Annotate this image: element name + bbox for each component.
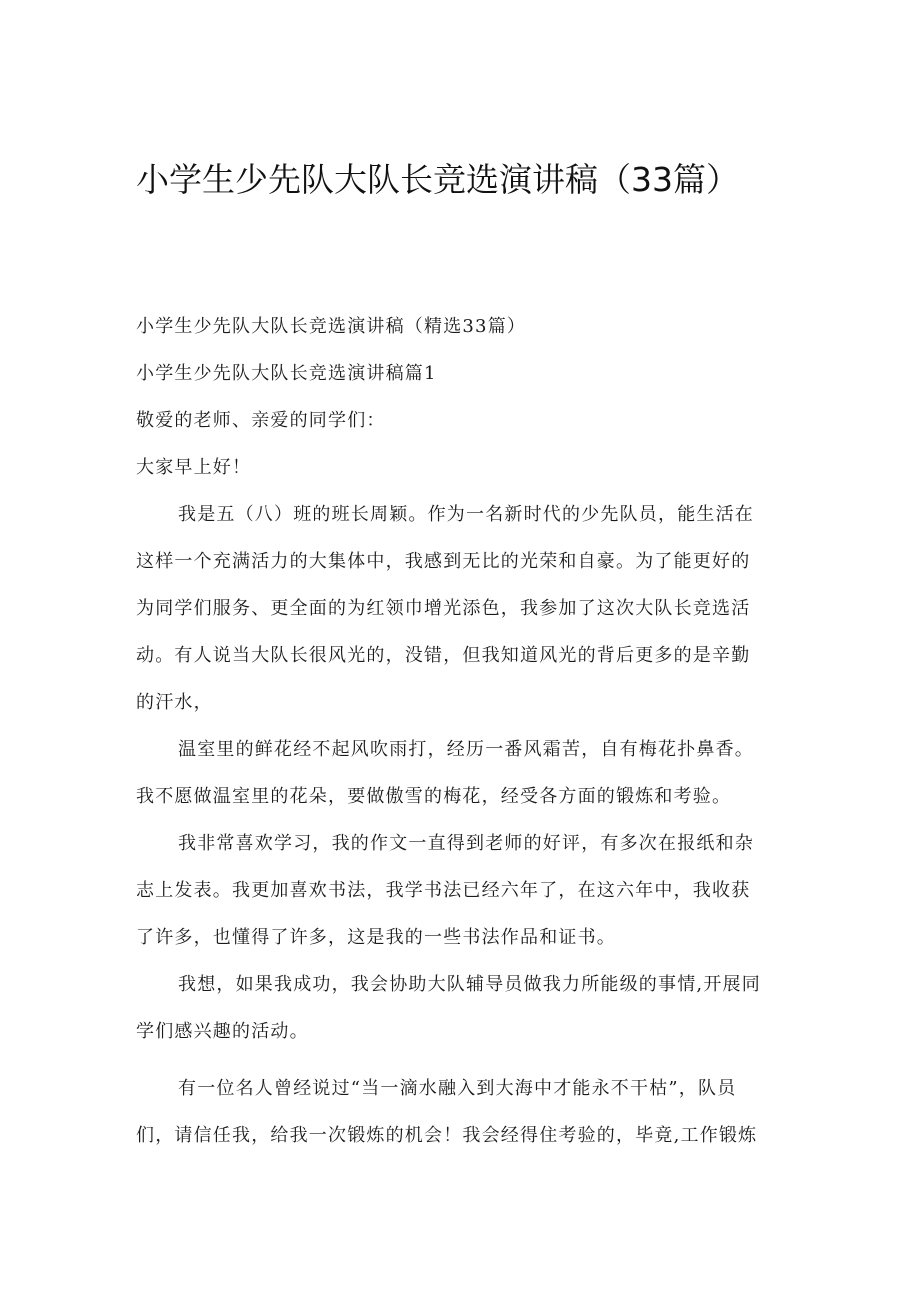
document-body: [136, 303, 786, 1159]
paragraph-line: 我是五（八）班的班长周颖。作为一名新时代的少先队员，能生活在: [178, 504, 754, 525]
subtitle-line: 小学生少先队大队长竞选演讲稿（精选33篇）: [136, 316, 527, 337]
paragraph-5: [136, 1065, 786, 1159]
greeting: [136, 444, 786, 491]
salutation: [136, 397, 786, 444]
paragraph-line: 温室里的鲜花经不起风吹雨打，经历一番风霜苦，自有梅花扑鼻香。: [178, 739, 754, 760]
paragraph-line: 志上发表。我更加喜欢书法，我学书法已经六年了，在这六年中，我收获: [136, 880, 751, 901]
paragraph-3: [136, 820, 786, 961]
paragraph-line: 有一位名人曾经说过“当一滴水融入到大海中才能永不干枯”，队员: [178, 1078, 737, 1099]
paragraph-line: 们，请信任我，给我一次锻炼的机会！我会经得住考验的，毕竟,工作锻炼: [136, 1125, 758, 1146]
section-heading-line: 小学生少先队大队长竞选演讲稿篇1: [136, 363, 437, 384]
paragraph-line: 我不愿做温室里的花朵，要做傲雪的梅花，经受各方面的锻炼和考验。: [136, 786, 732, 807]
greeting-line: 大家早上好！: [136, 457, 252, 478]
section-heading: [136, 350, 786, 397]
paragraph-line: 动。有人说当大队长很风光的，没错，但我知道风光的背后更多的是辛勤: [136, 645, 751, 666]
document-subtitle: [136, 303, 786, 350]
salutation-line: 敬爱的老师、亲爱的同学们：: [136, 410, 386, 431]
paragraph-line: 我非常喜欢学习，我的作文一直得到老师的好评，有多次在报纸和杂: [178, 833, 754, 854]
document-title: 小学生少先队大队长竞选演讲稿（33篇）: [136, 160, 739, 199]
paragraph-line: 学们感兴趣的活动。: [136, 1021, 309, 1042]
paragraph-line: 为同学们服务、更全面的为红领巾增光添色，我参加了这次大队长竞选活: [136, 598, 751, 619]
paragraph-line: 的汗水，: [136, 692, 213, 713]
paragraph-line: 了许多，也懂得了许多，这是我的一些书法作品和证书。: [136, 927, 616, 948]
paragraph-line: 我想，如果我成功，我会协助大队辅导员做我力所能级的事情,开展同: [178, 974, 761, 995]
paragraph-1: [136, 491, 786, 726]
paragraph-line: 这样一个充满活力的大集体中，我感到无比的光荣和自豪。为了能更好的: [136, 551, 751, 572]
paragraph-4: [136, 961, 786, 1055]
paragraph-2: [136, 726, 786, 820]
